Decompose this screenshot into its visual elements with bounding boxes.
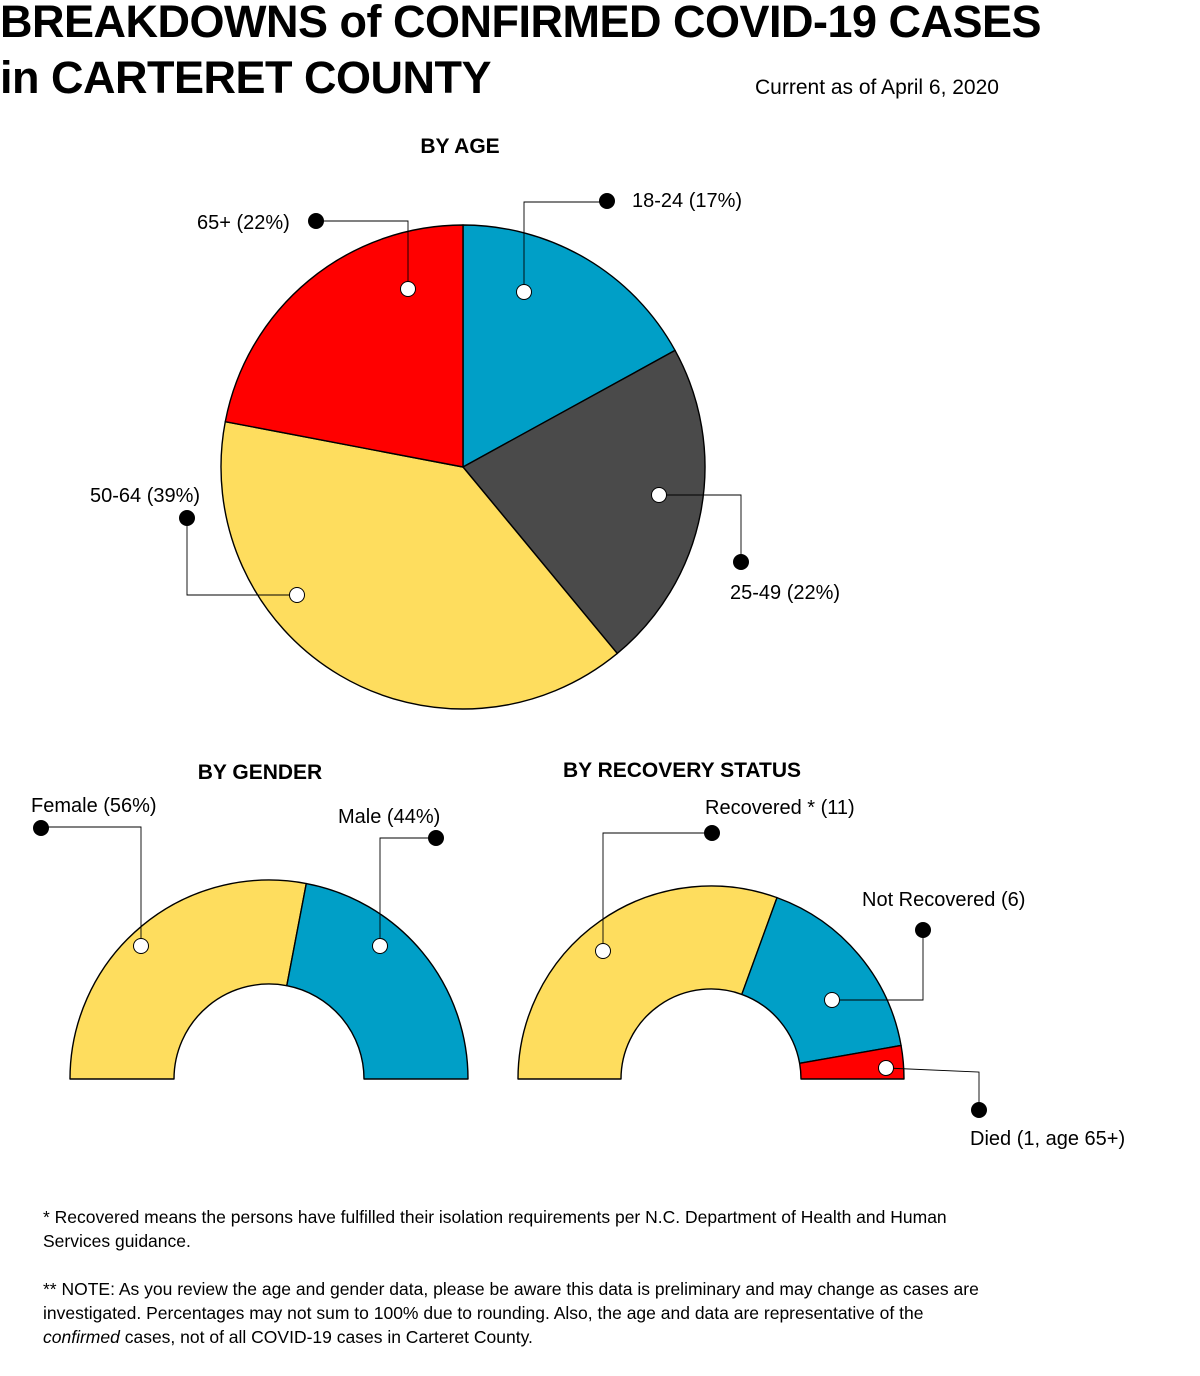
data-note-footnote — [43, 1277, 983, 1349]
age-chart-title: BY AGE — [420, 135, 500, 158]
gender-chart-title: BY GENDER — [197, 761, 323, 784]
recovery-chart-title: BY RECOVERY STATUS — [562, 759, 802, 782]
slice-label-by-age-3: 65+ (22%) — [197, 212, 290, 234]
leader-dot-by-gender-1 — [428, 830, 444, 846]
leader-dot-by-gender-0 — [33, 820, 49, 836]
slice-by-recovery-status-0 — [518, 886, 777, 1079]
slice-label-by-recovery-status-0: Recovered * (11) — [705, 797, 855, 819]
footnotes — [43, 1205, 983, 1373]
slice-by-gender-0 — [70, 880, 306, 1079]
slice-marker-by-gender-0 — [134, 939, 149, 954]
slice-label-by-recovery-status-1: Not Recovered (6) — [862, 889, 1026, 911]
note-text-2: cases, not of all COVID-19 cases in Carteret County. — [119, 1327, 533, 1347]
by-recovery-status-chart — [518, 759, 1125, 1150]
leader-dot-by-age-2 — [179, 510, 195, 526]
slice-marker-by-gender-1 — [373, 939, 388, 954]
slice-marker-by-recovery-status-0 — [596, 944, 611, 959]
slice-marker-by-age-3 — [401, 282, 416, 297]
slice-label-by-age-1: 25-49 (22%) — [730, 582, 841, 604]
leader-dot-by-age-3 — [308, 213, 324, 229]
leader-dot-by-age-1 — [733, 554, 749, 570]
slice-marker-by-age-0 — [517, 285, 532, 300]
recovered-footnote: * Recovered means the persons have fulfilled their isolation requirements per N.C. Department of Health and Human Services guidance. — [43, 1207, 947, 1251]
leader-dot-by-recovery-status-1 — [915, 922, 931, 938]
leader-dot-by-age-0 — [599, 193, 615, 209]
slice-marker-by-recovery-status-1 — [825, 993, 840, 1008]
slice-marker-by-recovery-status-2 — [879, 1061, 894, 1076]
leader-dot-by-recovery-status-2 — [971, 1102, 987, 1118]
slice-label-by-age-2: 50-64 (39%) — [90, 485, 201, 507]
leader-line-by-gender-0 — [42, 827, 141, 946]
as-of-date: Current as of April 6, 2020 — [755, 76, 999, 99]
title-line-2: in CARTERET COUNTY — [0, 52, 491, 103]
note-emphasis: confirmed — [43, 1327, 120, 1347]
slice-label-by-age-0: 18-24 (17%) — [632, 190, 743, 212]
slice-marker-by-age-1 — [652, 488, 667, 503]
by-gender-chart — [31, 761, 468, 1079]
slice-label-by-gender-0: Female (56%) — [31, 795, 157, 817]
leader-dot-by-recovery-status-0 — [704, 825, 720, 841]
slice-by-gender-1 — [287, 884, 468, 1079]
slice-label-by-recovery-status-2: Died (1, age 65+) — [970, 1128, 1126, 1150]
slice-marker-by-age-2 — [290, 588, 305, 603]
title-line-1: BREAKDOWNS of CONFIRMED COVID-19 CASES — [0, 0, 1042, 47]
by-age-chart — [90, 135, 840, 709]
note-text-1: ** NOTE: As you review the age and gender data, please be aware this data is preliminary and may change as cases are investigated. Percentages may not sum to 100% due to rounding. Also, the age and data are representative of the — [43, 1279, 979, 1323]
slice-label-by-gender-1: Male (44%) — [338, 806, 441, 828]
